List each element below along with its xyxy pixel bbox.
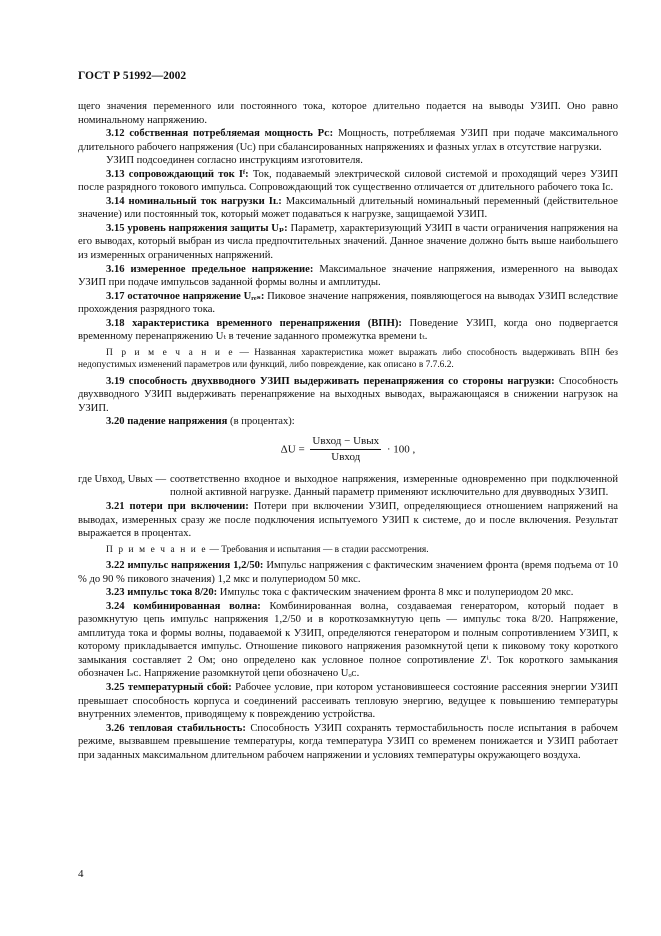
note-text: — Требования и испытания — в стадии рассмотрения. bbox=[207, 544, 429, 555]
formula-lhs: ΔU = bbox=[280, 443, 305, 456]
clause-3-26 bbox=[78, 722, 618, 763]
clause-3-14 bbox=[78, 195, 618, 222]
paragraph-continuation: щего значения переменного или постоянного тока, которое длительно подается на выводы УЗИП. Оно равно номинальному напряжению. bbox=[78, 101, 618, 126]
clause-text: Поведение УЗИП, когда оно подвергается временному перенапряжению Uₜ в течение заданного промежутка времени tₜ. bbox=[78, 317, 619, 343]
clause-text: Максимальный длительный номинальный переменный (действительное значение) или постоянный ток, который может подаваться к нагрузке, защищаемой УЗИП. bbox=[78, 195, 618, 221]
note-3-21 bbox=[78, 544, 618, 556]
clause-term: 3.22 импульс напряжения 1,2/50: bbox=[106, 560, 264, 572]
note-3-18 bbox=[78, 347, 618, 372]
clause-text: (в процентах): bbox=[227, 416, 295, 428]
voltage-drop-formula bbox=[78, 435, 618, 465]
clause-term: 3.20 падение напряжения bbox=[106, 416, 228, 428]
page-number: 4 bbox=[78, 868, 84, 880]
clause-3-21 bbox=[78, 500, 618, 541]
clause-term: 3.25 температурный сбой: bbox=[106, 682, 232, 693]
clause-text: Рабочее условие, при котором установившееся состояние рассеяния энергии УЗИП превышает способность корпуса и соединений рассеивать тепловую энергию, ведущее к повышению температуры внутренних элементов, приводящему к повреждению устройства. bbox=[78, 682, 618, 721]
clause-text: Мощность, потребляемая УЗИП при подаче максимального длительного рабочего напряжения (Uᴄ) при сбалансированных напряжениях и фазных углах в отсутствие нагрузки. bbox=[78, 128, 618, 153]
clause-3-20 bbox=[78, 415, 618, 429]
clause-text: Импульс тока с фактическим значением фронта 8 мкс и полупериодом 20 мкс. bbox=[217, 587, 574, 599]
clause-term: 3.26 тепловая стабильность: bbox=[106, 722, 246, 734]
formula-rhs: · 100 , bbox=[386, 443, 416, 456]
clause-text: Потери при включении УЗИП, определяющиеся отношением напряжений на выводах, измеренных сразу же после подключения испытуемого УЗИП к системе, до и после включения. Результат выражается в процентах. bbox=[78, 501, 618, 540]
clause-term: 3.14 номинальный ток нагрузки Iʟ: bbox=[106, 195, 282, 207]
clause-term: 3.13 сопровождающий ток Iᶠ: bbox=[106, 168, 249, 180]
clause-3-15 bbox=[78, 222, 618, 263]
clause-term: 3.12 собственная потребляемая мощность Pᴄ: bbox=[106, 128, 334, 140]
formula-numerator: Uвход − Uвых bbox=[310, 435, 381, 451]
clause-3-17 bbox=[78, 290, 618, 317]
clause-term: 3.23 импульс тока 8/20: bbox=[106, 587, 218, 599]
note-label: П р и м е ч а н и е bbox=[106, 347, 235, 358]
clause-3-24 bbox=[78, 600, 618, 681]
document-header: ГОСТ Р 51992—2002 bbox=[78, 70, 187, 82]
clause-text: Импульс напряжения с фактическим значением фронта (время подъема от 10 % до 90 % пикового значения) 1,2 мкс и полупериодом 50 мкс. bbox=[78, 560, 618, 585]
note-text: — Названная характеристика может выражать либо способность выдерживать ВПН без недопустимых изменений параметров или функций, либо повреждение, как описано в 7.7.6.2. bbox=[78, 347, 618, 371]
clause-3-16 bbox=[78, 263, 618, 290]
clause-term: 3.24 комбинированная волна: bbox=[106, 600, 261, 612]
clause-3-23 bbox=[78, 586, 618, 600]
clause-3-12 bbox=[78, 127, 618, 154]
clause-3-25 bbox=[78, 681, 618, 722]
clause-text: Максимальное значение напряжения, измеренного на выводах УЗИП при подаче импульсов заданной формы волны и амплитуды. bbox=[78, 263, 618, 289]
clause-term: 3.19 способность двухвводного УЗИП выдерживать перенапряжения со стороны нагрузки: bbox=[106, 375, 555, 387]
where-description: соответственно входное и выходное напряжения, измеренные одновременно при подключенной полной активной нагрузке. Данный параметр применяют исключительно для двувводных УЗИП. bbox=[170, 473, 618, 499]
formula-fraction bbox=[310, 435, 381, 465]
formula-denominator: Uвход bbox=[331, 451, 361, 464]
clause-3-19 bbox=[78, 375, 618, 416]
clause-text: Ток, подаваемый электрической силовой системой и проходящий через УЗИП после разрядного токового импульса. Сопровождающий ток существенно отличается от длительного рабочего тока Iᴄ. bbox=[78, 168, 619, 194]
clause-3-13 bbox=[78, 168, 618, 195]
clause-term: 3.18 характеристика временного перенапряжения (ВПН): bbox=[106, 317, 402, 329]
clause-text: Параметр, характеризующий УЗИП в части ограничения напряжения на его выводах, который выбран из числа предпочтительных значений. Данное значение должно быть выше наибольшего из измеренных ограниченных напряжений. bbox=[78, 222, 618, 262]
document-body bbox=[78, 100, 618, 762]
clause-term: 3.21 потери при включении: bbox=[106, 501, 249, 513]
clause-3-22 bbox=[78, 559, 618, 586]
clause-3-18 bbox=[78, 317, 618, 344]
clause-text: Пиковое значение напряжения, появляющегося на выводах УЗИП вследствие прохождения разрядного тока. bbox=[78, 290, 618, 316]
clause-text: Комбинированная волна, создаваемая генератором, который подает в разомкнутую цепь импульс напряжения 1,2/50 и в короткозамкнутую цепь — импульс тока 8/20. Напряжение, амплитуда тока и формы волны, подаваемой к УЗИП, определяются генератором и полным сопротивлением УЗИП, к которому прикладывается импульс. Отношение пикового напряжения разомкнутой цепи к пиковому току короткого замыкания составляет 2 Ом; оно определено как условное полное сопротивление Zⁱ. Ток короткого замыкания обозначен Iₛᴄ. Напряжение разомкнутой цепи обозначено Uₒᴄ. bbox=[78, 600, 619, 680]
clause-term: 3.17 остаточное напряжение Uᵣₑₛ: bbox=[106, 290, 265, 302]
clause-term: 3.16 измеренное предельное напряжение: bbox=[106, 263, 314, 275]
clause-text: Способность двухвводного УЗИП выдерживать перенапряжение на выходных выводах, выражающаяся в снижении нагрузок на УЗИП. bbox=[78, 375, 618, 414]
where-symbols: где Uвход, Uвых — bbox=[78, 473, 167, 485]
note-label: П р и м е ч а н и е bbox=[106, 544, 208, 555]
formula-where bbox=[78, 473, 618, 500]
clause-term: 3.15 уровень напряжения защиты Uₚ: bbox=[106, 222, 288, 234]
clause-text: Способность УЗИП сохранять термостабильность после испытания в рабочем режиме, вызвавшем превышение температуры, когда температура УЗИП со временем понижается и УЗИП работает при заданных максимальном длительном рабочем напряжении и условиях температуры окружающего воздуха. bbox=[78, 722, 618, 761]
clause-3-12-extra: УЗИП подсоединен согласно инструкциям изготовителя. bbox=[106, 155, 363, 167]
